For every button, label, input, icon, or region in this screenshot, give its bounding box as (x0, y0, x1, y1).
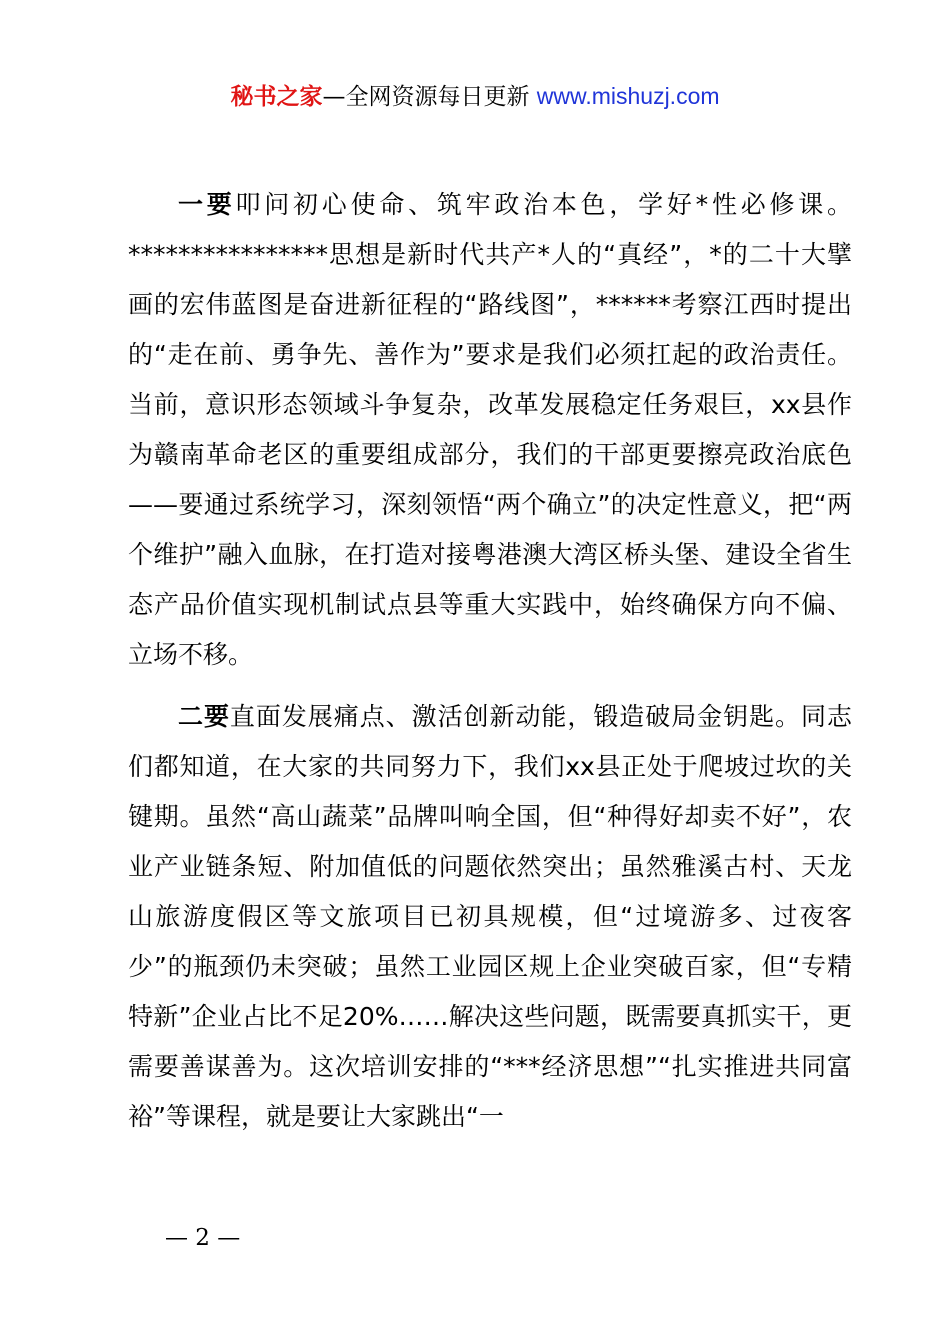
header-tagline: —全网资源每日更新 (322, 84, 537, 110)
website-url[interactable]: www.mishuzj.com (536, 83, 720, 109)
document-body (128, 180, 852, 1142)
paragraph-1-text: 叩问初心使命、筑牢政治本色，学好*性必修课。****************思想是新时代共产*人的“真经”，*的二十大擘画的宏伟蓝图是奋进新征程的“路线图”，******考察江西时提出的“走在前、勇争先、善作为”要求是我们必须扛起的政治责任。当前，意识形态领域斗争复杂，改革发展稳定任务艰巨，xx县作为赣南革命老区的重要组成部分，我们的干部更要擦亮政治底色——要通过系统学习，深刻领悟“两个确立”的决定性意义，把“两个维护”融入血脉，在打造对接粤港澳大湾区桥头堡、建设全省生态产品价值实现机制试点县等重大实践中，始终确保方向不偏、立场不移。 (128, 190, 852, 669)
paragraph-2-lead: 二要 (178, 702, 230, 731)
paragraph-1-lead: 一要 (178, 190, 236, 219)
page-header (0, 80, 950, 113)
paragraph-2 (128, 692, 852, 1142)
brand-name: 秘书之家 (230, 84, 323, 110)
paragraph-2-text: 直面发展痛点、激活创新动能，锻造破局金钥匙。同志们都知道，在大家的共同努力下，我们xx县正处于爬坡过坎的关键期。虽然“高山蔬菜”品牌叫响全国，但“种得好却卖不好”，农业产业链条短、附加值低的问题依然突出；虽然雅溪古村、天龙山旅游度假区等文旅项目已初具规模，但“过境游多、过夜客少”的瓶颈仍未突破；虽然工业园区规上企业突破百家，但“专精特新”企业占比不足20%……解决这些问题，既需要真抓实干，更需要善谋善为。这次培训安排的“***经济思想”“扎实推进共同富裕”等课程，就是要让大家跳出“一 (128, 702, 852, 1131)
page-number: — 2 — (165, 1225, 241, 1251)
paragraph-1 (128, 180, 852, 680)
